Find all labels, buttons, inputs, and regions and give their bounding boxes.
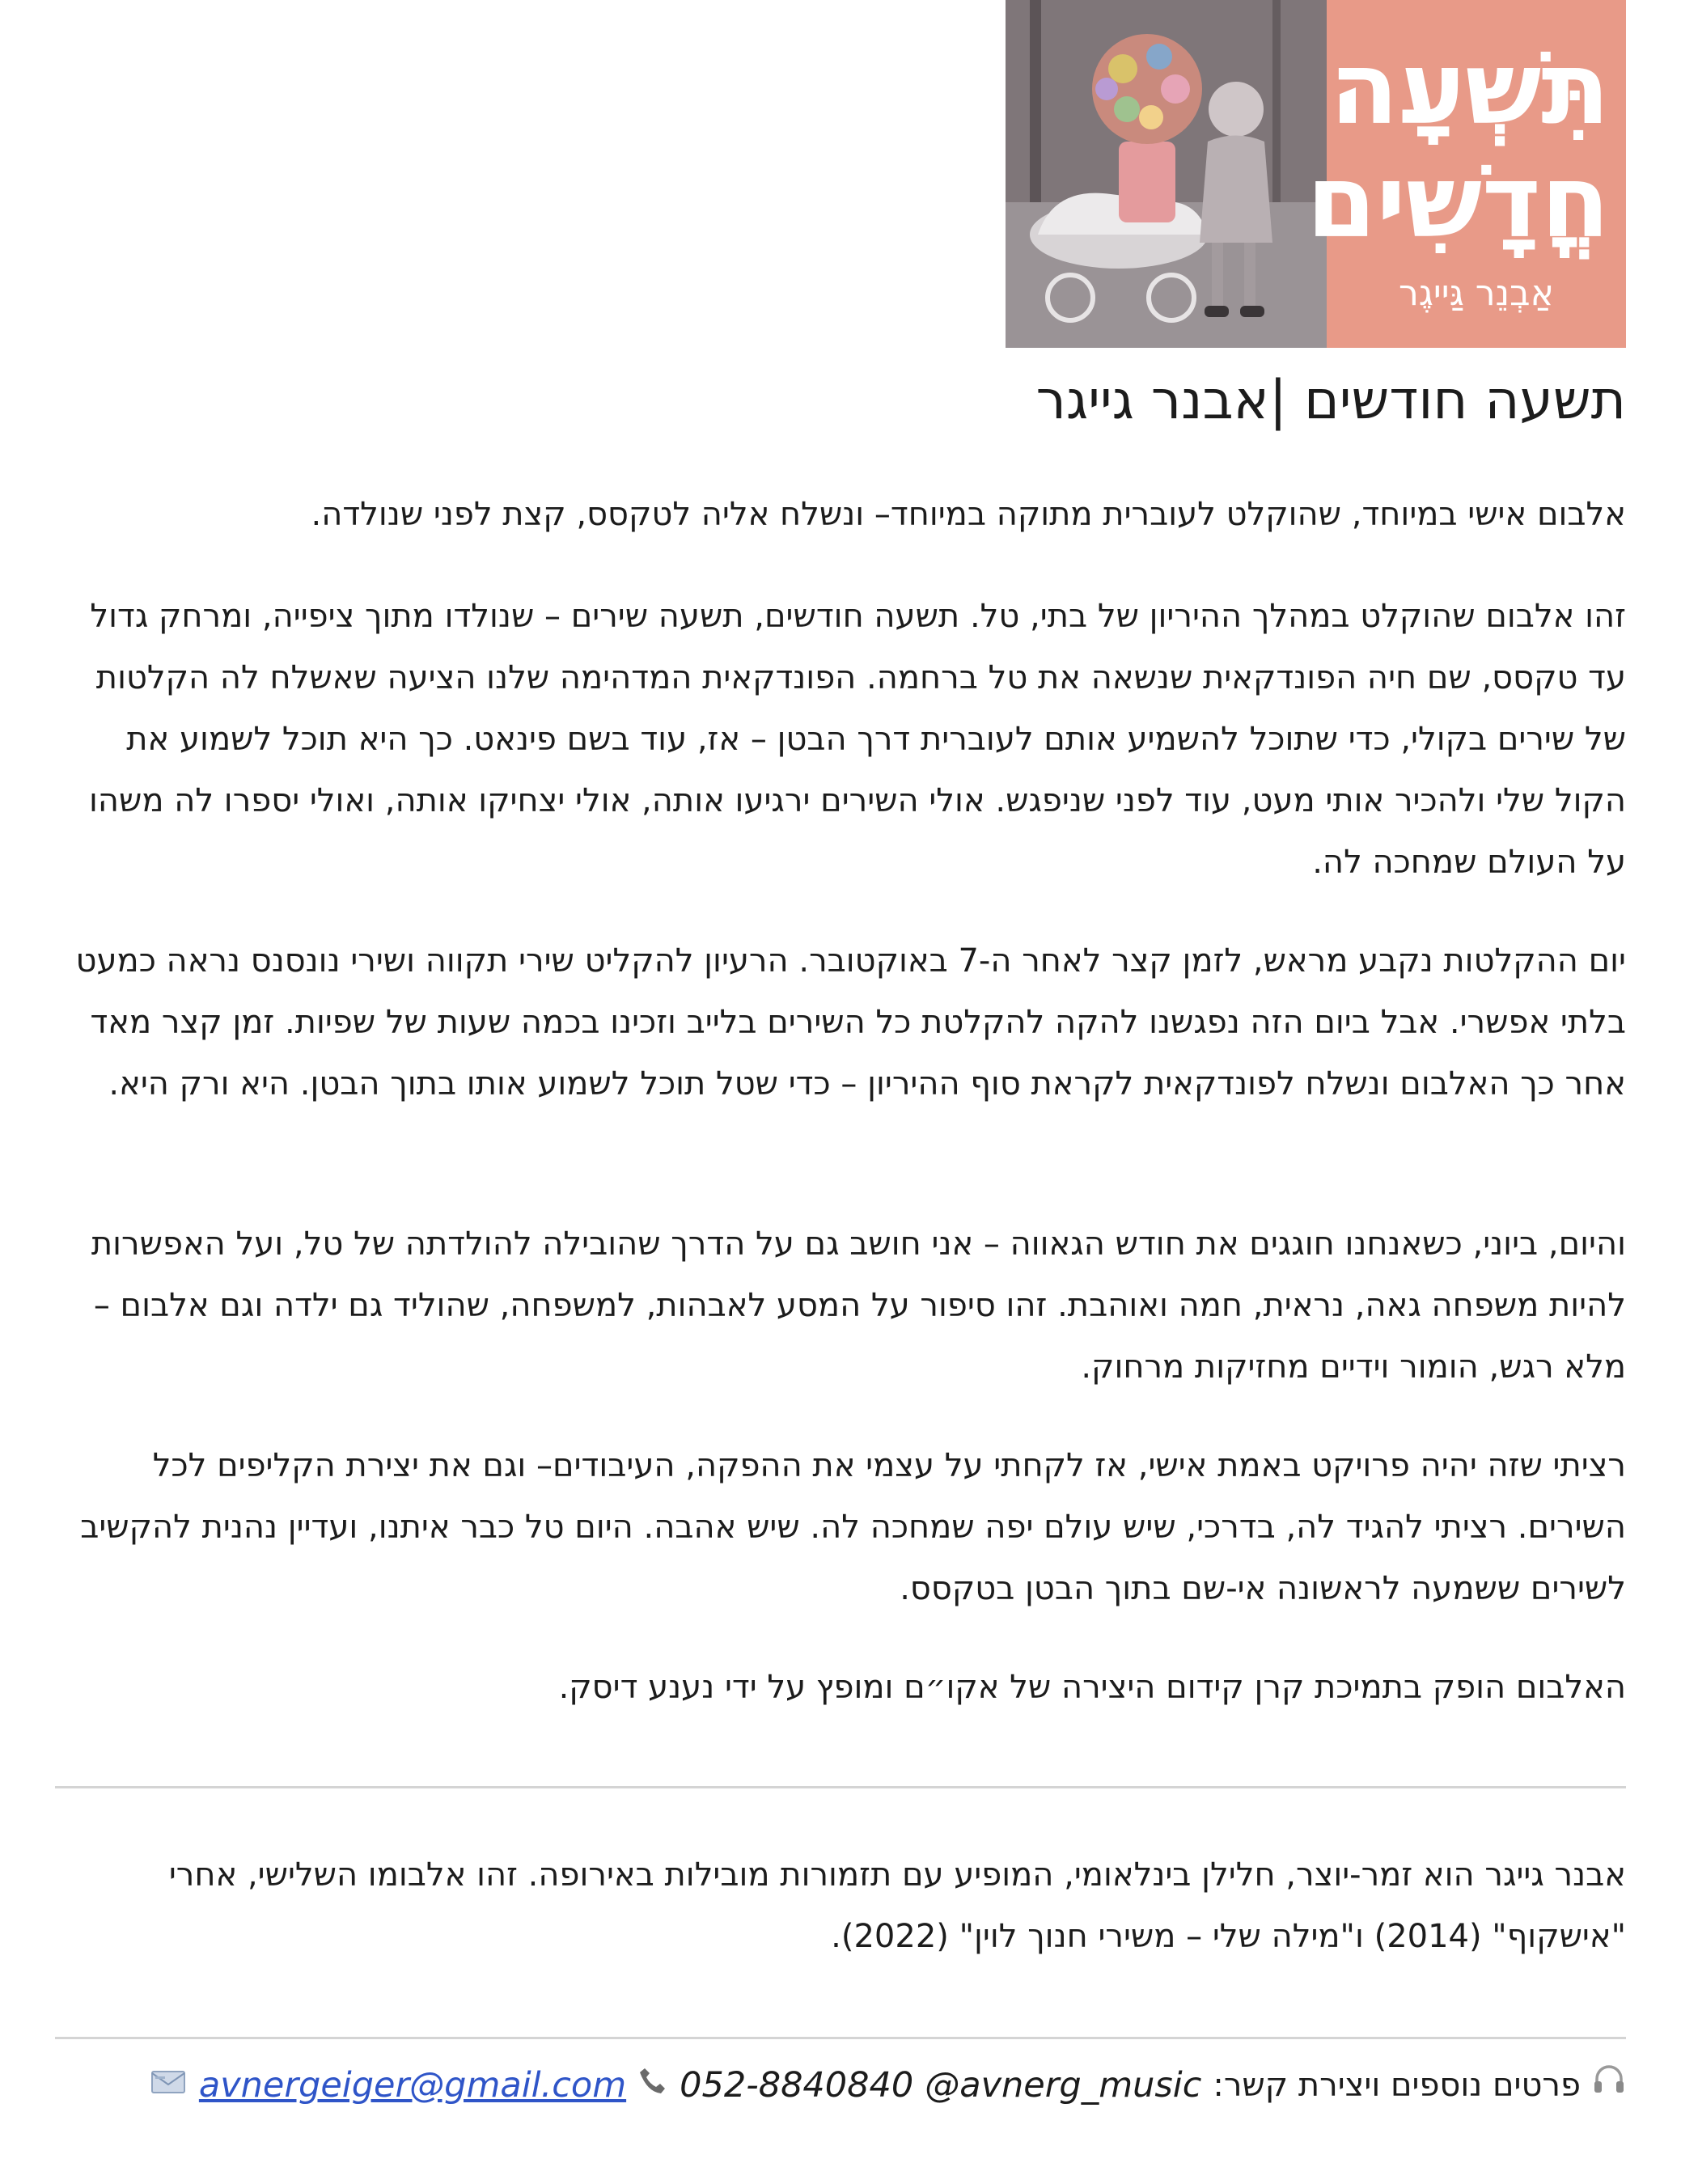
press-release-page (55, 0, 1626, 2184)
email-link[interactable]: avnergeiger@gmail.com (198, 2065, 627, 2106)
cover-title-panel (1306, 0, 1626, 348)
phone-icon (637, 2055, 668, 2116)
page-title: תשעה חודשים |אבנר גייגר (1035, 369, 1626, 431)
cover-title-line-1: תִּשְׁעָה (1329, 31, 1610, 147)
cover-artist-name: אַבְנֵר גַּייגֶר (1398, 273, 1555, 314)
email-icon (150, 2055, 188, 2116)
story-paragraph-4: רציתי שזה יהיה פרויקט באמת אישי, אז לקחתי על עצמי את ההפקה, העיבודים– וגם את יצירת הקליפים לכל השירים. רציתי להגיד לה, בדרכי, שיש עולם יפה שמחכה לה. שיש אהבה. היום טל כבר איתנו, ועדיין נהנית להקשיב לשירים ששמעה לראשונה אי-שם בתוך הבטן בטקסס. (80, 1447, 1626, 1607)
cover-photo (1006, 0, 1329, 348)
contact-row (150, 2055, 1626, 2116)
cover-title-line-2: חֳדָשִׁים (1306, 144, 1610, 260)
divider (55, 2037, 1626, 2039)
contact-label: פרטים נוספים ויצירת קשר: (1213, 2067, 1581, 2104)
cover-illustration (1006, 0, 1329, 348)
headphones-icon (1592, 2055, 1626, 2116)
phone-number[interactable]: 052-8840840 (680, 2065, 914, 2106)
credits-paragraph: האלבום הופק בתמיכת קרן קידום היצירה של אקו״ם ומופץ על ידי נענע דיסק. (558, 1669, 1626, 1706)
story-paragraph-1: זהו אלבום שהוקלט במהלך ההיריון של בתי, טל. תשעה חודשים, תשעה שירים – שנולדו מתוך ציפייה, ומרחק גדול עד טקסס, שם חיה הפונדקאית שנשאה את טל ברחמה. הפונדקאית המדהימה שלנו הציעה שאשלח לה הקלטות של שירים בקולי, כדי שתוכל להשמיע אותם לעוברית דרך הבטן – אז, עוד בשם פינאט. כך היא תוכל לשמוע את הקול שלי ולהכיר אותי מעט, עוד לפני שניפגש. אולי השירים ירגיעו אותה, אולי יצחיקו אותה, ואולי יספרו לה משהו על העולם שמחכה לה. (88, 598, 1626, 881)
artist-bio: אבנר גייגר הוא זמר-יוצר, חלילן בינלאומי, המופיע עם תזמורות מובילות באירופה. זהו אלבומו השלישי, אחרי "אישקוף" (2014) ו"מילה שלי – משירי חנוך לוין" (2022). (168, 1856, 1626, 1955)
story-paragraph-2: יום ההקלטות נקבע מראש, לזמן קצר לאחר ה-7 באוקטובר. הרעיון להקליט שירי תקווה ושירי נונסנס נראה כמעט בלתי אפשרי. אבל ביום הזה נפגשנו להקה להקלטת כל השירים בלייב וזכינו בכמה שעות של שפיות. זמן קצר מאד אחר כך האלבום ונשלח לפונדקאית לקראת סוף ההיריון – כדי שטל תוכל לשמוע אותו בתוך הבטן. היא ורק היא. (75, 942, 1626, 1103)
divider (55, 1786, 1626, 1788)
instagram-handle: @avnerg_music (925, 2065, 1202, 2106)
album-cover (1006, 0, 1626, 348)
intro-paragraph: אלבום אישי במיוחד, שהוקלט לעוברית מתוקה במיוחד– ונשלח אליה לטקסס, קצת לפני שנולדה. (311, 496, 1626, 533)
story-paragraph-3: והיום, ביוני, כשאנחנו חוגגים את חודש הגאווה – אני חושב גם על הדרך שהובילה להולדתה של טל, ועל האפשרות להיות משפחה גאה, נראית, חמה ואוהבת. זהו סיפור על המסע לאבהות, למשפחה, שהוליד גם ילדה וגם אלבום – מלא רגש, הומור וידיים מחזיקות מרחוק. (91, 1225, 1626, 1386)
